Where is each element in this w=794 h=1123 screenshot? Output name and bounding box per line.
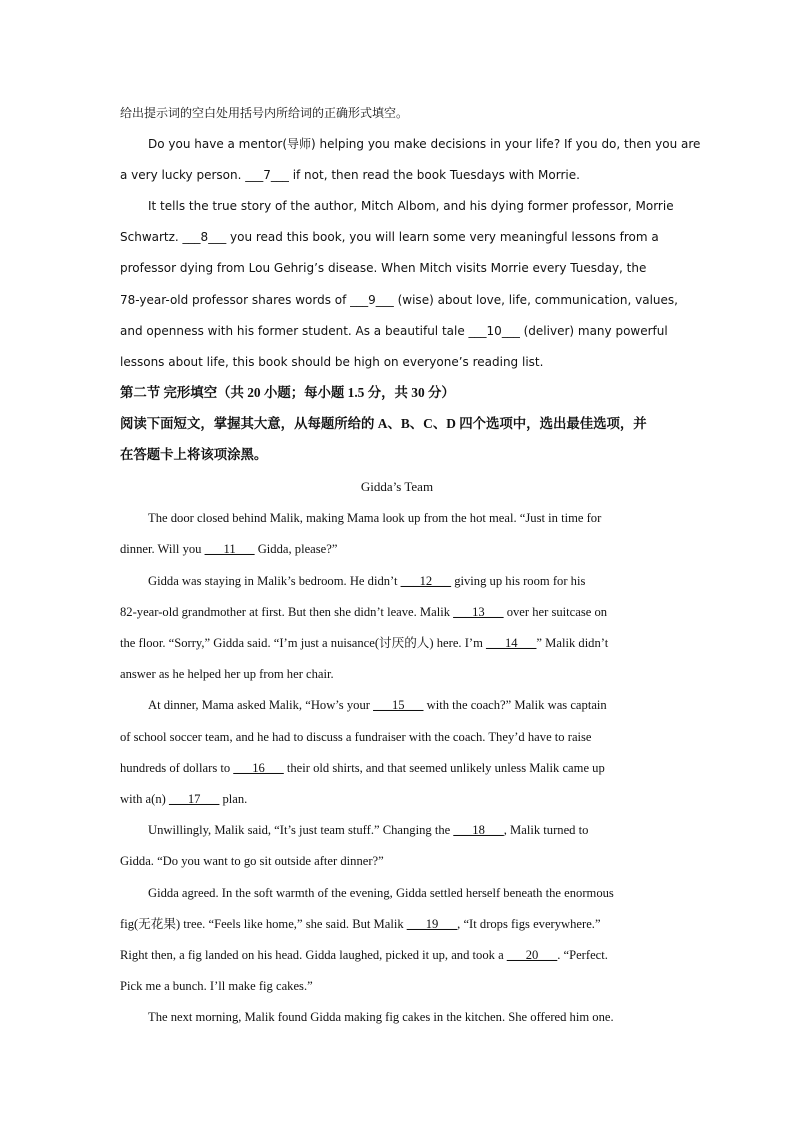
line-text: Gidda. “Do you want to go sit outside after dinner?” (120, 854, 384, 868)
blank-19: ___19___ (406, 917, 458, 931)
blank-16: ___16___ (233, 761, 284, 775)
line-text: The door closed behind Malik, making Mama look up from the hot meal. “Just in time for (148, 511, 602, 525)
blank-11: ___11___ (204, 542, 255, 556)
text-line: professor dying from Lou Gehrig’s disease. When Mitch visits Morrie every Tuesday, the (120, 261, 647, 275)
line-text: their old shirts, and that seemed unlikely unless Malik came up (283, 761, 605, 775)
story-title: Gidda’s Team (360, 479, 434, 494)
line-text: ” Malik didn’t (536, 636, 609, 650)
story-line (120, 635, 608, 651)
line-text: , Malik turned to (503, 823, 589, 837)
line-text: hundreds of dollars to (120, 761, 234, 775)
line-text: 82-year-old grandmother at first. But then she didn’t leave. Malik (120, 605, 454, 619)
blank-20: ___20___ (506, 948, 558, 962)
line-text: answer as he helped her up from her chair. (120, 667, 334, 681)
story-line (148, 573, 585, 589)
story-line (120, 791, 247, 807)
blank-13: ___13___ (453, 605, 504, 619)
text-line: It tells the true story of the author, Mitch Albom, and his dying former professor, Morrie (148, 199, 674, 213)
section-b-instruction-1: 阅读下面短文，掌握其大意，从每题所给的 A、B、C、D 四个选项中，选出最佳选项，并 (120, 416, 647, 431)
text-line: a very lucky person. ___7___ if not, then read the book Tuesdays with Morrie. (120, 168, 580, 182)
text-line: lessons about life, this book should be high on everyone’s reading list. (120, 355, 544, 369)
story-line (120, 916, 601, 932)
story-line (120, 947, 608, 963)
story-line (120, 978, 313, 994)
story-line (148, 1009, 614, 1025)
text-line: Schwartz. ___8___ you read this book, you will learn some very meaningful lessons from a (120, 230, 659, 244)
story-line (148, 822, 588, 838)
line-text: with the coach?” Malik was captain (423, 698, 607, 712)
line-text: . “Perfect. (557, 948, 608, 962)
line-text: plan. (219, 792, 248, 806)
text-line: 78-year-old professor shares words of ___9___ (wise) about love, life, communication, values, (120, 293, 678, 307)
line-text: Right then, a fig landed on his head. Gidda laughed, picked it up, and took a (120, 948, 507, 962)
blank-12: ___12___ (400, 574, 452, 588)
story-line (148, 510, 601, 526)
section-b-heading: 第二节 完形填空（共 20 小题；每小题 1.5 分，共 30 分） (120, 385, 455, 400)
line-text: the floor. “Sorry,” Gidda said. “I’m just a nuisance(讨厌的人) here. I’m (120, 636, 487, 650)
blank-14: ___14___ (486, 636, 537, 650)
story-line (120, 666, 334, 682)
line-text: of school soccer team, and he had to discuss a fundraiser with the coach. They’d have to raise (120, 730, 592, 744)
line-text: fig(无花果) tree. “Feels like home,” she said. But Malik (120, 917, 407, 931)
line-text: , “It drops figs everywhere.” (457, 917, 601, 931)
section-b-instruction-2: 在答题卡上将该项涂黑。 (120, 447, 268, 462)
line-text: At dinner, Mama asked Malik, “How’s your (148, 698, 374, 712)
blank-17: ___17___ (168, 792, 220, 806)
story-line (120, 760, 605, 776)
text-line: and openness with his former student. As a beautiful tale ___10___ (deliver) many powerful (120, 324, 668, 338)
story-line (120, 729, 592, 745)
line-text: dinner. Will you (120, 542, 205, 556)
line-text: Unwillingly, Malik said, “It’s just team stuff.” Changing the (148, 823, 454, 837)
line-text: giving up his room for his (451, 574, 586, 588)
line-text: Pick me a bunch. I’ll make fig cakes.” (120, 979, 313, 993)
blank-15: ___15___ (373, 698, 424, 712)
line-text: The next morning, Malik found Gidda making fig cakes in the kitchen. She offered him one. (148, 1010, 614, 1024)
story-line (148, 697, 607, 713)
line-text: Gidda agreed. In the soft warmth of the evening, Gidda settled herself beneath the enormous (148, 886, 614, 900)
story-line (148, 885, 614, 901)
line-text: over her suitcase on (503, 605, 608, 619)
line-text: Gidda was staying in Malik’s bedroom. He didn’t (148, 574, 401, 588)
section-a-instruction: 给出提示词的空白处用括号内所给词的正确形式填空。 (120, 106, 409, 120)
line-text: with a(n) (120, 792, 169, 806)
story-line (120, 604, 607, 620)
story-line (120, 541, 337, 557)
story-line (120, 853, 384, 869)
text-line: Do you have a mentor(导师) helping you make decisions in your life? If you do, then you are (148, 137, 701, 151)
line-text: Gidda, please?” (254, 542, 338, 556)
blank-18: ___18___ (453, 823, 504, 837)
